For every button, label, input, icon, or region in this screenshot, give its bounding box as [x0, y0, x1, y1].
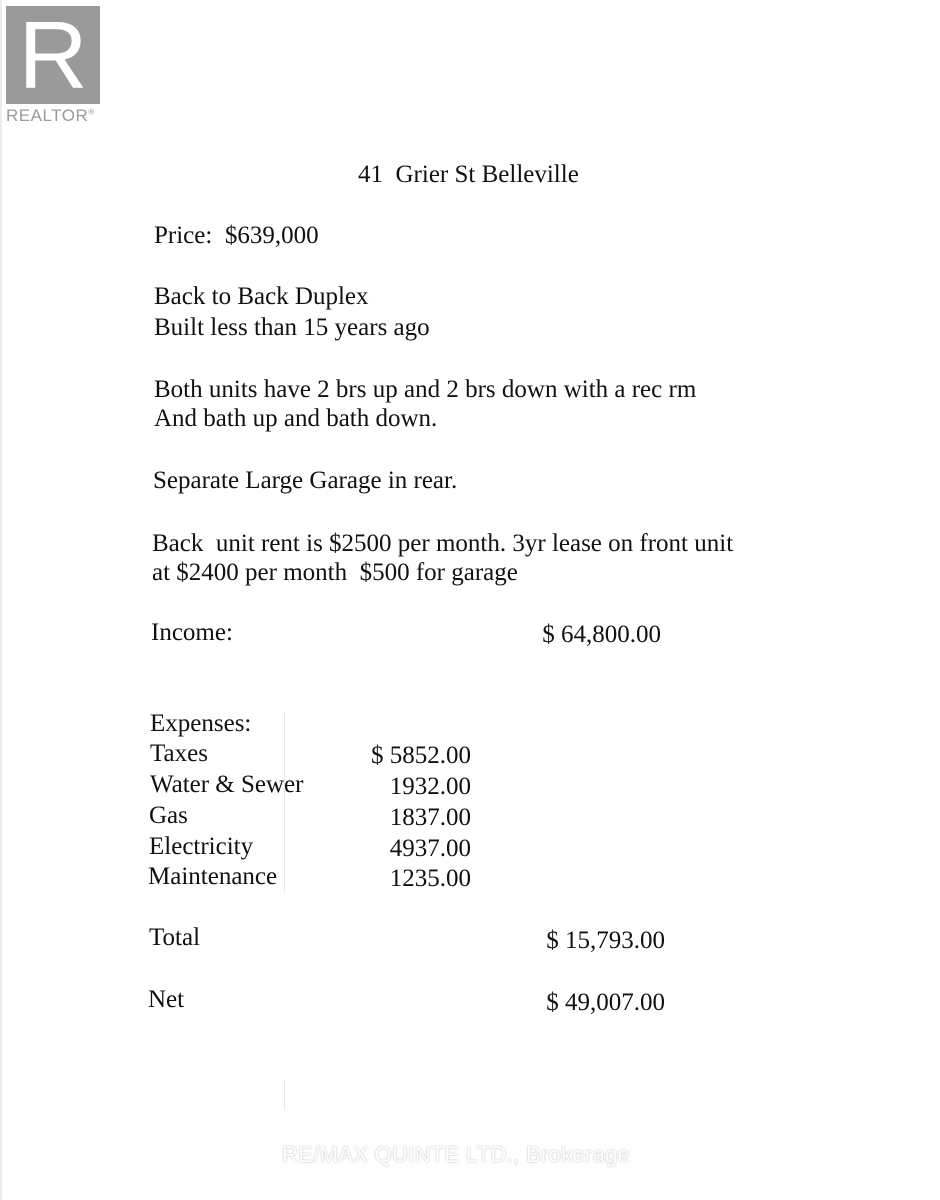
income-label: Income: [151, 619, 233, 646]
expense-value: 1837.00 [389, 804, 471, 831]
description-line: Back to Back Duplex [154, 283, 369, 310]
realtor-r-icon: R [6, 6, 100, 104]
scan-artifact-line [284, 712, 285, 892]
expense-value: 1235.00 [389, 865, 471, 892]
realtor-logo [6, 2, 110, 126]
description-line: Built less than 15 years ago [154, 314, 430, 341]
realtor-wordmark: REALTOR® [6, 106, 95, 125]
expense-label: Water & Sewer [150, 771, 304, 798]
description-line: Both units have 2 brs up and 2 brs down with a rec rm [154, 376, 697, 403]
expense-label: Taxes [150, 740, 208, 767]
total-label: Total [149, 924, 201, 951]
expense-label: Electricity [149, 833, 254, 860]
net-label: Net [148, 986, 185, 1013]
expense-value: $ 5852.00 [371, 742, 471, 769]
brokerage-watermark: RE/MAX QUINTE LTD., Brokerage [282, 1142, 631, 1167]
expenses-heading: Expenses: [150, 710, 252, 737]
total-value: $ 15,793.00 [546, 927, 665, 954]
expense-value: 4937.00 [389, 835, 471, 862]
expense-label: Gas [149, 802, 188, 829]
expense-label: Maintenance [148, 863, 278, 890]
description-line: at $2400 per month $500 for garage [152, 559, 518, 586]
net-value: $ 49,007.00 [546, 989, 665, 1016]
description-line: Separate Large Garage in rear. [153, 467, 458, 494]
income-value: $ 64,800.00 [542, 621, 661, 648]
description-line: Back unit rent is $2500 per month. 3yr lease on front unit [152, 530, 734, 557]
scan-edge [0, 0, 2, 1200]
price-line: Price: $639,000 [154, 222, 319, 249]
expense-value: 1932.00 [389, 773, 471, 800]
property-address-title: 41 Grier St Belleville [358, 161, 579, 188]
description-line: And bath up and bath down. [154, 405, 438, 432]
scan-artifact-line [284, 1080, 285, 1110]
